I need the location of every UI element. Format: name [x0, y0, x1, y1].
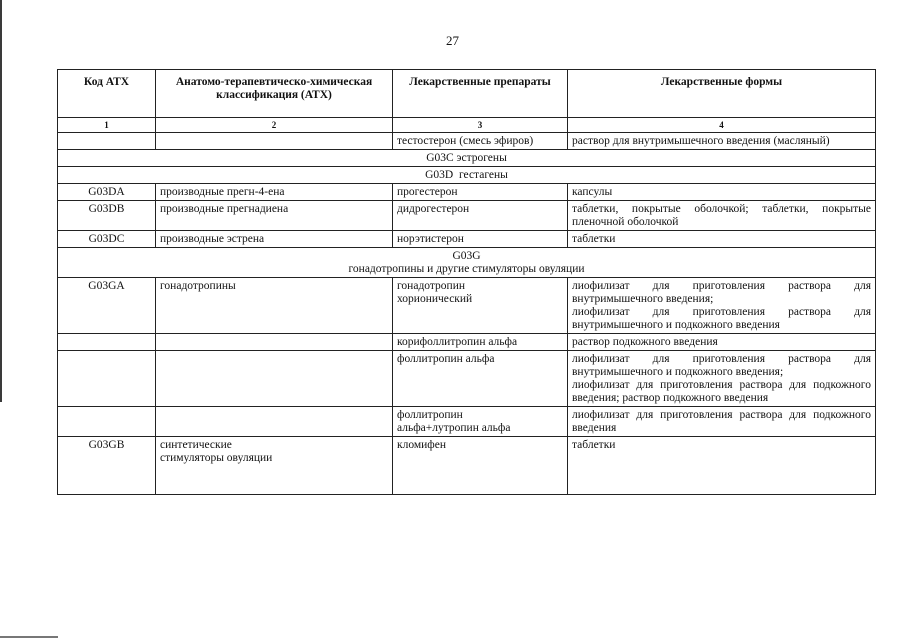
table-row [58, 334, 876, 351]
header-drugs: Лекарственные препараты [393, 70, 568, 118]
header-forms: Лекарственные формы [568, 70, 876, 118]
group-heading-g03g [58, 248, 876, 278]
group-heading-g03d: G03D гестагены [58, 167, 876, 184]
drug-form: таблетки [568, 231, 876, 248]
table-row [58, 351, 876, 407]
drug-form: таблетки [568, 437, 876, 495]
drug-form: раствор для внутримышечного введения (масляный) [568, 133, 876, 150]
table-header-row [58, 70, 876, 118]
atx-class: производные эстрена [156, 231, 393, 248]
column-number: 2 [156, 118, 393, 133]
atx-code [58, 334, 156, 351]
group-row [58, 150, 876, 167]
atx-code [58, 133, 156, 150]
column-number: 1 [58, 118, 156, 133]
page-number: 27 [446, 33, 459, 48]
atx-code: G03GB [58, 437, 156, 495]
atx-table [57, 69, 876, 495]
drug-name: фоллитропин альфа [393, 351, 568, 407]
table-row [58, 278, 876, 334]
drug-form: раствор подкожного введения [568, 334, 876, 351]
atx-class [156, 133, 393, 150]
column-number-row [58, 118, 876, 133]
atx-class [156, 407, 393, 437]
atx-code [58, 407, 156, 437]
drug-name: фоллитропин альфа+лутропин альфа [393, 407, 568, 437]
scan-edge-mark [0, 636, 58, 638]
atx-class: синтетические стимуляторы овуляции [156, 437, 393, 495]
atx-code: G03DC [58, 231, 156, 248]
atx-class: производные прегн-4-ена [156, 184, 393, 201]
drug-form: капсулы [568, 184, 876, 201]
table-row [58, 201, 876, 231]
drug-name: кломифен [393, 437, 568, 495]
drug-name: гонадотропин хорионический [393, 278, 568, 334]
drug-name: дидрогестерон [393, 201, 568, 231]
group-row [58, 248, 876, 278]
atx-code: G03GA [58, 278, 156, 334]
table-row [58, 437, 876, 495]
atx-code: G03DB [58, 201, 156, 231]
group-code: G03G [452, 250, 481, 262]
drug-form: лиофилизат для приготовления раствора для внутримышечного введения; лиофилизат для приготовления раствора для внутримышечного и подкожного введения [568, 278, 876, 334]
group-row [58, 167, 876, 184]
atx-class: гонадотропины [156, 278, 393, 334]
table-row [58, 407, 876, 437]
column-number: 4 [568, 118, 876, 133]
table-row [58, 231, 876, 248]
group-title: гонадотропины и другие стимуляторы овуляции [348, 263, 585, 275]
header-code: Код АТХ [58, 70, 156, 118]
column-number: 3 [393, 118, 568, 133]
scan-edge-mark [0, 0, 2, 402]
group-heading-g03c: G03C эстрогены [58, 150, 876, 167]
atx-code [58, 351, 156, 407]
atx-class [156, 351, 393, 407]
atx-code: G03DA [58, 184, 156, 201]
drug-name: корифоллитропин альфа [393, 334, 568, 351]
drug-name: прогестерон [393, 184, 568, 201]
table-row [58, 184, 876, 201]
header-classification: Анатомо-терапевтическо-химическая классификация (АТХ) [156, 70, 393, 118]
drug-form: лиофилизат для приготовления раствора для внутримышечного и подкожного введения; лиофилизат для приготовления раствора для подкожного введения; раствор подкожного введения [568, 351, 876, 407]
drug-form: таблетки, покрытые оболочкой; таблетки, покрытые пленочной оболочкой [568, 201, 876, 231]
drug-name: тестостерон (смесь эфиров) [393, 133, 568, 150]
table-row [58, 133, 876, 150]
atx-class [156, 334, 393, 351]
drug-form: лиофилизат для приготовления раствора для подкожного введения [568, 407, 876, 437]
drug-name: норэтистерон [393, 231, 568, 248]
atx-class: производные прегнадиена [156, 201, 393, 231]
